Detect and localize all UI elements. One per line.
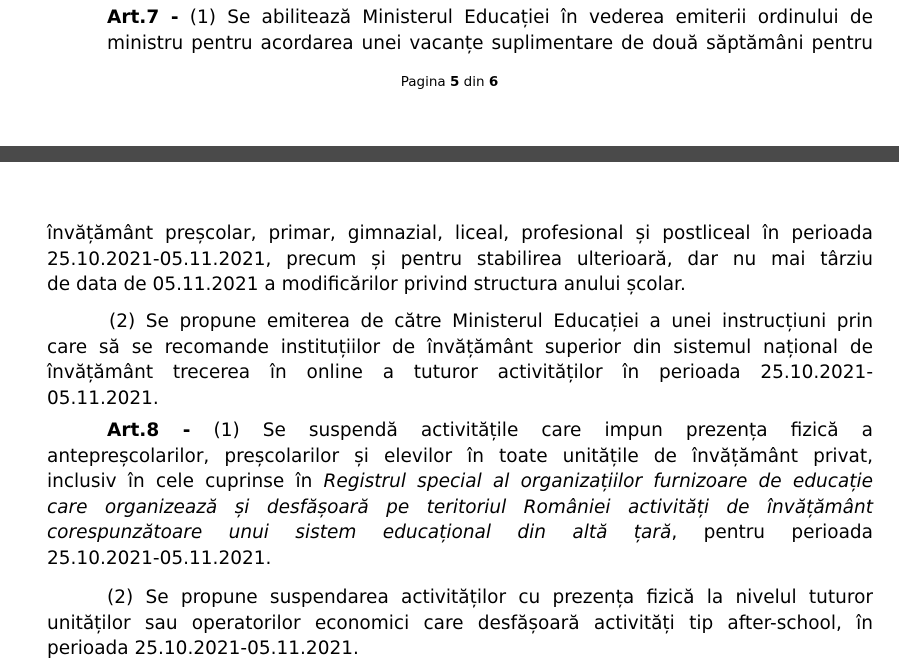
art8-line-5 (47, 520, 873, 546)
art7-continuation-paragraph (47, 221, 873, 298)
art8-label: Art.8 - (107, 420, 191, 441)
footer-prefix: Pagina (400, 74, 450, 90)
art7-label: Art.7 - (107, 7, 179, 28)
art7-line-2: ministru pentru acordarea unei vacanțe suplimentare de două săptămâni pentru (107, 32, 873, 54)
p4-line-3: perioada 25.10.2021-05.11.2021. (47, 638, 359, 659)
art7-paragraph-2 (47, 309, 873, 411)
registry-name-part-2: care organizează și desfășoară pe teritoriul României activități de învățământ (47, 496, 873, 518)
art8-text-1: (1) Se suspendă activitățile care impun prezența fizică a (190, 420, 873, 441)
art8-line-2: antepreșcolarilor, preșcolarilor și elevilor în toate unitățile de învățământ privat, (47, 445, 873, 467)
p4-line-2: unităților sau operatorilor economici care desfășoară activități tip after-school, în (47, 612, 873, 634)
p2-line-3: învățământ trecerea în online a tuturor activităților în perioada 25.10.2021- (47, 362, 873, 383)
total-page-count: 6 (488, 74, 499, 90)
art7-paragraph (47, 5, 873, 56)
art8-paragraph (47, 418, 873, 571)
p1-line-3: de data de 05.11.2021 a modificărilor privind structura anului școlar. (47, 274, 686, 295)
art8-text-5: , pentru perioada (671, 522, 874, 543)
registry-name-part-1: Registrul special al organizațiilor furnizoare de educație (323, 471, 873, 492)
p2-line-2: care să se recomande instituțiilor de învățământ superior din sistemul național de (47, 336, 873, 358)
art8-line-1 (47, 418, 873, 444)
art8-line-6: 25.10.2021-05.11.2021. (47, 547, 272, 569)
page-divider (0, 146, 899, 162)
p2-line-1: (2) Se propune emiterea de către Ministerul Educației a unei instrucțiuni prin (109, 311, 873, 332)
p1-line-2: 25.10.2021-05.11.2021, precum și pentru stabilirea ulterioară, dar nu mai târziu (47, 248, 873, 270)
art8-paragraph-2 (47, 585, 873, 662)
p1-line-1: învățământ preșcolar, primar, gimnazial, liceal, profesional și postliceal în perioada (47, 223, 873, 244)
art7-text-1: (1) Se abilitează Ministerul Educației în vederea emiterii ordinului de (178, 7, 874, 28)
current-page-number: 5 (449, 74, 460, 90)
registry-name-part-3: corespunzătoare unui sistem educațional din altă țară (47, 522, 672, 543)
art8-line-3 (47, 469, 873, 495)
p4-line-1: (2) Se propune suspendarea activităților cu prezența fizică la nivelul tuturor (107, 587, 873, 608)
art7-line-1 (47, 5, 873, 31)
art8-text-3: inclusiv în cele cuprinse în (47, 471, 324, 492)
footer-middle: din (459, 74, 489, 90)
p2-line-4: 05.11.2021. (47, 387, 159, 409)
page-footer (0, 74, 899, 90)
art8-line-4 (47, 495, 873, 521)
